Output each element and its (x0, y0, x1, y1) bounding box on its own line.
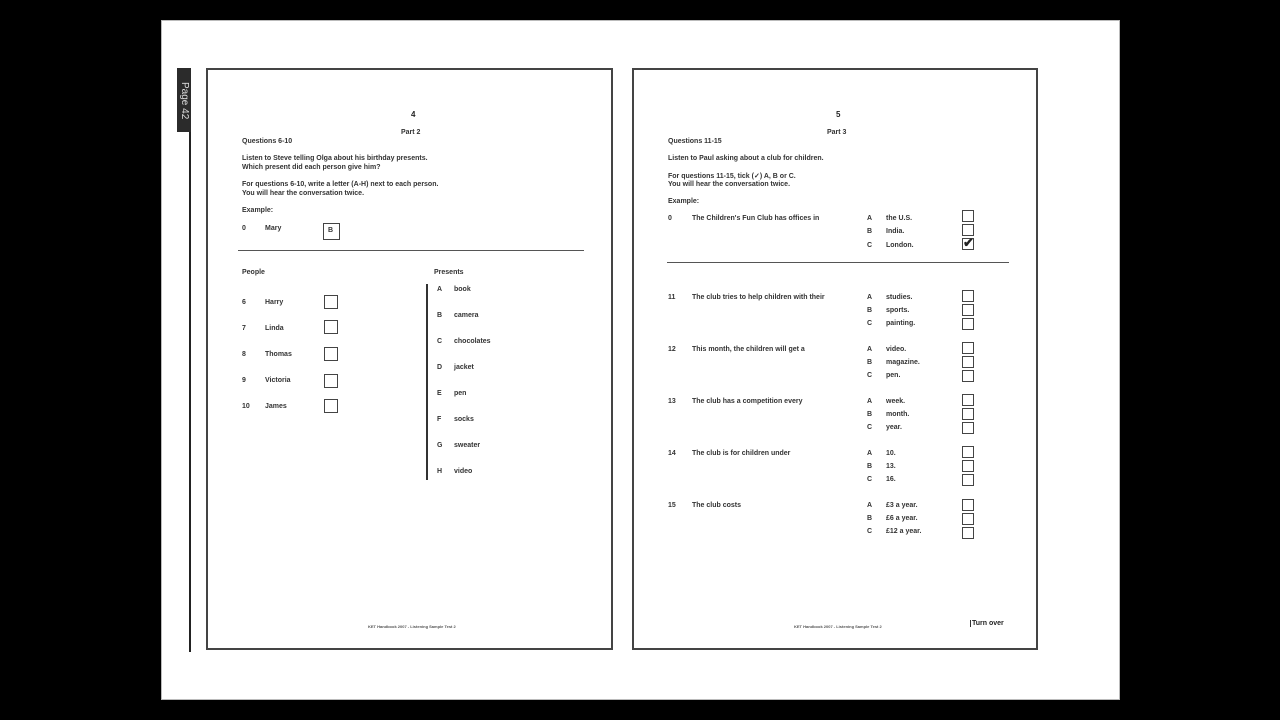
part-heading: Part 3 (827, 129, 847, 136)
person-name: James (265, 403, 287, 410)
present-item: camera (454, 312, 479, 319)
option-letter: C (867, 424, 873, 431)
present-letter: F (437, 416, 442, 423)
answer-box[interactable] (324, 320, 338, 334)
right-page (632, 68, 1038, 650)
instruction-text: Which present did each person give him? (242, 164, 381, 171)
example-answer-box (323, 223, 340, 240)
instruction-text: Listen to Steve telling Olga about his birthday presents. (242, 155, 428, 162)
option-text: the U.S. (886, 215, 913, 222)
example-number: 0 (242, 225, 246, 232)
option-letter: C (867, 476, 873, 483)
option-letter: A (867, 450, 873, 457)
option-checkbox[interactable] (962, 318, 974, 330)
instruction-text: You will hear the conversation twice. (668, 181, 791, 188)
present-letter: A (437, 286, 443, 293)
question-stem: This month, the children will get a (692, 346, 805, 353)
instruction-text: You will hear the conversation twice. (242, 190, 365, 197)
instruction-text: For questions 11-15, tick (✓) A, B or C. (668, 173, 796, 180)
present-letter: H (437, 468, 443, 475)
option-letter: B (867, 359, 873, 366)
option-letter: C (867, 372, 873, 379)
option-checkbox[interactable] (962, 460, 974, 472)
part-heading: Part 2 (401, 129, 421, 136)
present-item: video (454, 468, 473, 475)
answer-box[interactable] (324, 374, 338, 388)
option-letter: B (867, 307, 873, 314)
option-checkbox[interactable] (962, 422, 974, 434)
option-letter: B (867, 228, 873, 235)
option-text: week. (886, 398, 906, 405)
presents-header: Presents (434, 269, 464, 276)
page-footer: KET Handbook 2007 - Listening Sample Test 2 (368, 624, 456, 629)
section-divider (667, 262, 1009, 263)
option-letter: B (867, 463, 873, 470)
option-checkbox[interactable] (962, 342, 974, 354)
option-checkbox[interactable] (962, 446, 974, 458)
question-number: 12 (668, 346, 676, 353)
question-stem: The Children's Fun Club has offices in (692, 215, 820, 222)
example-label: Example: (242, 207, 274, 214)
option-text: sports. (886, 307, 910, 314)
option-letter: B (867, 515, 873, 522)
question-stem: The club costs (692, 502, 742, 509)
person-number: 7 (242, 325, 246, 332)
presents-divider (426, 284, 428, 480)
question-number: 11 (668, 294, 676, 301)
page-number: 5 (836, 110, 841, 119)
answer-box[interactable] (324, 399, 338, 413)
question-stem: The club has a competition every (692, 398, 803, 405)
question-number: 0 (668, 215, 672, 222)
left-page (206, 68, 613, 650)
option-letter: A (867, 346, 873, 353)
present-letter: C (437, 338, 443, 345)
option-text: year. (886, 424, 902, 431)
person-number: 9 (242, 377, 246, 384)
question-number: 15 (668, 502, 676, 509)
option-checkbox[interactable] (962, 474, 974, 486)
page-number: 4 (411, 110, 416, 119)
present-item: sweater (454, 442, 481, 449)
option-text: £6 a year. (886, 515, 918, 522)
page-footer: KET Handbook 2007 - Listening Sample Test 2 (794, 624, 882, 629)
option-text: painting. (886, 320, 916, 327)
person-name: Linda (265, 325, 284, 332)
person-name: Victoria (265, 377, 291, 384)
option-checkbox[interactable] (962, 304, 974, 316)
option-text: £3 a year. (886, 502, 918, 509)
person-number: 10 (242, 403, 250, 410)
question-number: 13 (668, 398, 676, 405)
present-item: socks (454, 416, 474, 423)
question-stem: The club tries to help children with their (692, 294, 825, 301)
person-number: 8 (242, 351, 246, 358)
option-letter: A (867, 294, 873, 301)
option-letter: C (867, 242, 873, 249)
question-number: 14 (668, 450, 676, 457)
instruction-text: Listen to Paul asking about a club for children. (668, 155, 824, 162)
example-answer: B (328, 227, 334, 234)
tab-divider (189, 132, 191, 652)
person-name: Thomas (265, 351, 292, 358)
option-text: magazine. (886, 359, 920, 366)
option-text: pen. (886, 372, 901, 379)
present-item: chocolates (454, 338, 491, 345)
present-letter: B (437, 312, 443, 319)
option-text: 10. (886, 450, 896, 457)
person-name: Harry (265, 299, 284, 306)
present-letter: D (437, 364, 443, 371)
instruction-text: For questions 6-10, write a letter (A-H) next to each person. (242, 181, 439, 188)
option-letter: C (867, 528, 873, 535)
option-text: studies. (886, 294, 913, 301)
question-stem: The club is for children under (692, 450, 791, 457)
present-item: pen (454, 390, 467, 397)
option-text: video. (886, 346, 907, 353)
questions-heading: Questions 11-15 (668, 138, 722, 145)
people-header: People (242, 269, 265, 276)
option-checkbox (962, 210, 974, 222)
page-tab-label: Page 42 (179, 82, 190, 120)
example-label: Example: (668, 198, 700, 205)
present-letter: E (437, 390, 442, 397)
option-text: month. (886, 411, 910, 418)
present-letter: G (437, 442, 443, 449)
option-text: 13. (886, 463, 896, 470)
option-text: £12 a year. (886, 528, 922, 535)
person-number: 6 (242, 299, 246, 306)
example-name: Mary (265, 225, 282, 232)
option-checkbox[interactable] (962, 527, 974, 539)
section-divider (238, 250, 584, 251)
option-checkbox[interactable] (962, 370, 974, 382)
tick-icon: ✔ (963, 235, 974, 250)
option-letter: A (867, 215, 873, 222)
option-checkbox[interactable] (962, 394, 974, 406)
option-text: 16. (886, 476, 896, 483)
option-text: India. (886, 228, 905, 235)
option-letter: C (867, 320, 873, 327)
answer-box[interactable] (324, 295, 338, 309)
present-item: book (454, 286, 471, 293)
questions-heading: Questions 6-10 (242, 138, 293, 145)
option-text: London. (886, 242, 914, 249)
turn-over-label: Turn over (972, 620, 1004, 627)
option-checkbox[interactable] (962, 290, 974, 302)
option-letter: A (867, 502, 873, 509)
present-item: jacket (454, 364, 474, 371)
option-checkbox[interactable] (962, 499, 974, 511)
option-checkbox[interactable] (962, 513, 974, 525)
option-checkbox[interactable] (962, 408, 974, 420)
page-tab (177, 68, 191, 132)
answer-box[interactable] (324, 347, 338, 361)
option-checkbox[interactable] (962, 356, 974, 368)
option-letter: B (867, 411, 873, 418)
option-letter: A (867, 398, 873, 405)
option-checkbox-checked (962, 235, 974, 250)
